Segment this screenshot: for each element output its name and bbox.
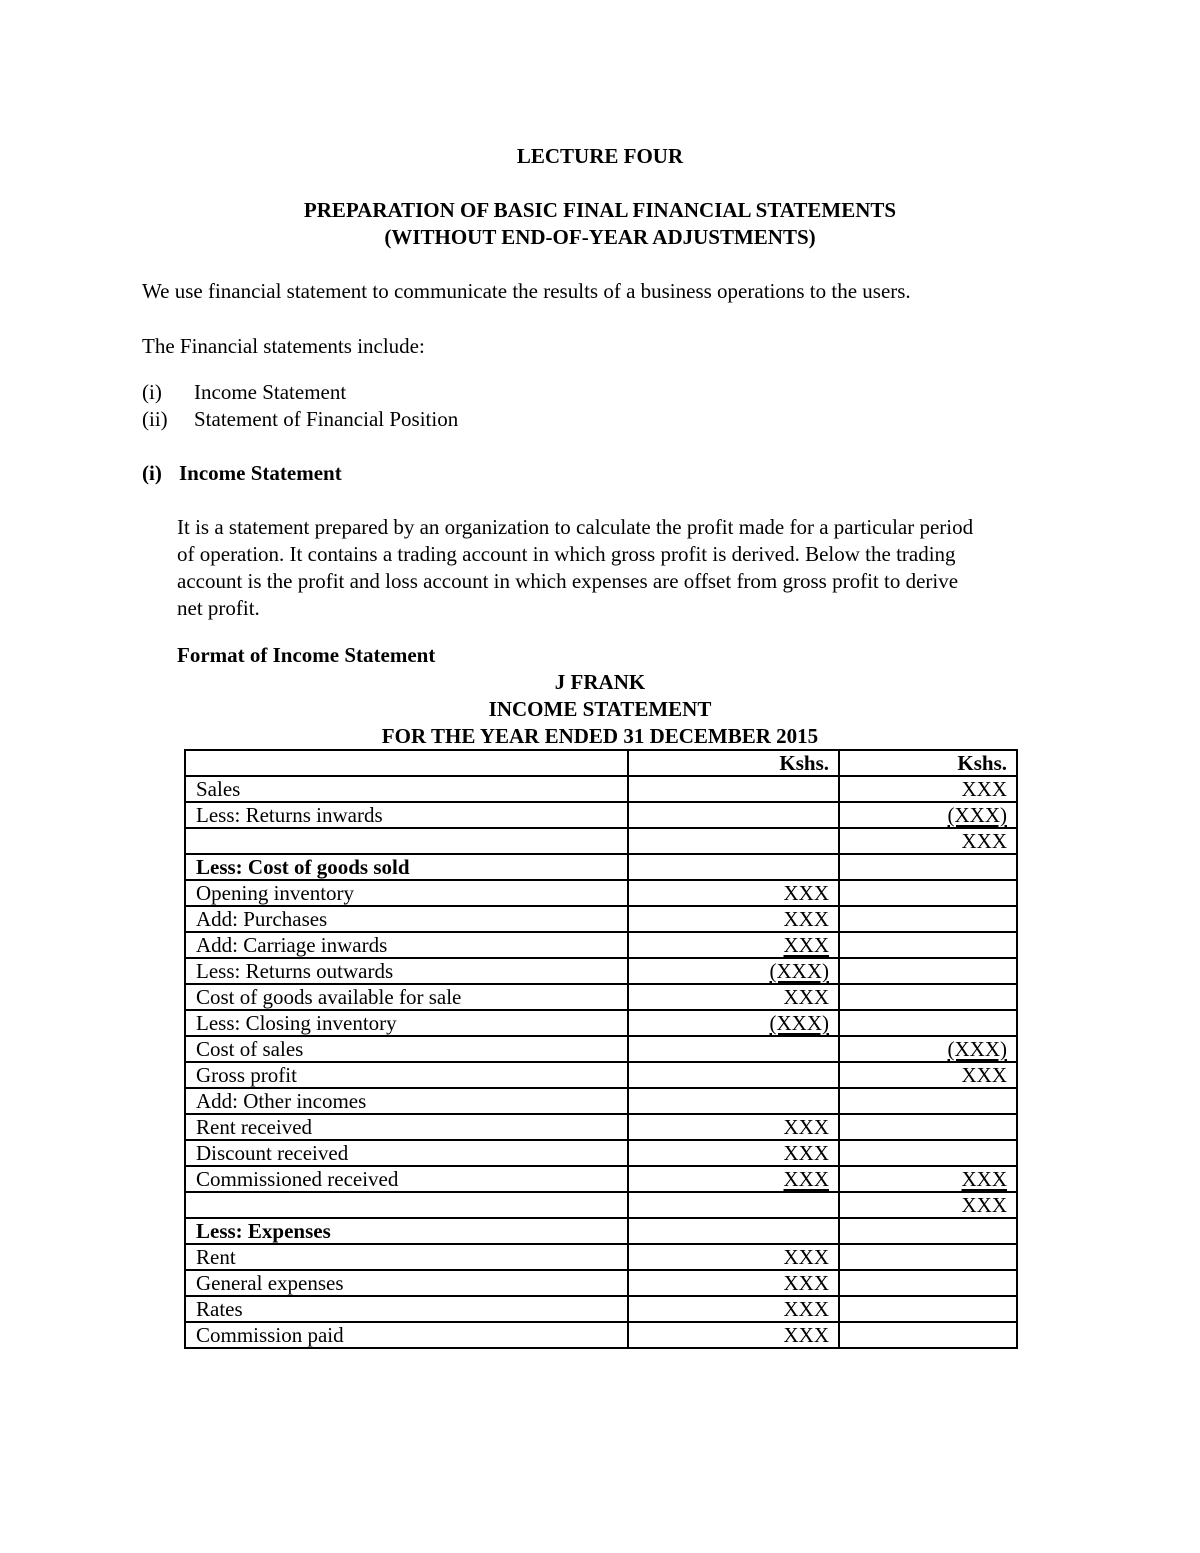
row-amount-col1 — [628, 932, 839, 958]
row-amount-col2 — [839, 958, 1017, 984]
row-amount-col2 — [839, 1218, 1017, 1244]
amount-value: XXX — [783, 907, 829, 931]
amount-value: XXX — [783, 1323, 829, 1347]
row-amount-col1 — [628, 776, 839, 802]
table-row — [185, 1244, 1017, 1270]
section-number: (i) — [142, 461, 162, 485]
statement-entity-name: J FRANK — [554, 670, 646, 694]
row-amount-col2 — [839, 1062, 1017, 1088]
table-row — [185, 1010, 1017, 1036]
row-amount-col1 — [628, 1166, 839, 1192]
row-amount-col2 — [839, 1296, 1017, 1322]
table-row — [185, 1270, 1017, 1296]
table-row — [185, 1218, 1017, 1244]
row-amount-col2 — [839, 1088, 1017, 1114]
amount-value: (XXX) — [769, 1011, 829, 1035]
table-row — [185, 828, 1017, 854]
row-label: Rates — [185, 1296, 628, 1322]
table-row — [185, 1296, 1017, 1322]
row-amount-col1 — [628, 1062, 839, 1088]
table-row — [185, 1192, 1017, 1218]
row-amount-col1 — [628, 1244, 839, 1270]
row-label: Less: Expenses — [185, 1218, 628, 1244]
section-paragraph-line: of operation. It contains a trading account in which gross profit is derived. Below the trading — [177, 542, 956, 566]
row-label: Add: Other incomes — [185, 1088, 628, 1114]
amount-value: XXX — [961, 1193, 1007, 1217]
table-row — [185, 1166, 1017, 1192]
table-row — [185, 802, 1017, 828]
amount-value: XXX — [961, 829, 1007, 853]
row-amount-col2 — [839, 932, 1017, 958]
row-amount-col2 — [839, 776, 1017, 802]
table-row — [185, 932, 1017, 958]
row-amount-col2 — [839, 802, 1017, 828]
main-title-line1: PREPARATION OF BASIC FINAL FINANCIAL STATEMENTS — [303, 198, 897, 222]
row-amount-col1 — [628, 1192, 839, 1218]
header-cell-kshs-2: Kshs. — [839, 750, 1017, 776]
row-amount-col2 — [839, 906, 1017, 932]
row-amount-col2 — [839, 1192, 1017, 1218]
table-row — [185, 776, 1017, 802]
row-label: Add: Carriage inwards — [185, 932, 628, 958]
row-amount-col1 — [628, 1036, 839, 1062]
list-item-text: Statement of Financial Position — [194, 407, 459, 431]
section-heading — [142, 460, 342, 486]
table-row — [185, 880, 1017, 906]
row-label: Opening inventory — [185, 880, 628, 906]
row-label: Rent — [185, 1244, 628, 1270]
row-amount-col1 — [628, 984, 839, 1010]
format-heading: Format of Income Statement — [177, 643, 436, 667]
statement-period: FOR THE YEAR ENDED 31 DECEMBER 2015 — [381, 724, 819, 748]
list-item-text: Income Statement — [194, 380, 347, 404]
table-row — [185, 906, 1017, 932]
amount-value: (XXX) — [947, 803, 1007, 827]
intro-paragraph: We use financial statement to communicate the results of a business operations to the users. — [142, 279, 911, 303]
amount-value: XXX — [783, 1297, 829, 1321]
section-paragraph-line: It is a statement prepared by an organization to calculate the profit made for a particular period — [177, 515, 974, 539]
amount-value: XXX — [783, 1167, 829, 1191]
amount-value: (XXX) — [769, 959, 829, 983]
table-row — [185, 854, 1017, 880]
header-cell-description — [185, 750, 628, 776]
section-paragraph-line: account is the profit and loss account in which expenses are offset from gross profit to derive — [177, 569, 959, 593]
row-amount-col2 — [839, 1244, 1017, 1270]
row-amount-col2 — [839, 854, 1017, 880]
amount-value: XXX — [783, 1271, 829, 1295]
row-amount-col1 — [628, 1218, 839, 1244]
table-row — [185, 958, 1017, 984]
table-row — [185, 1140, 1017, 1166]
row-amount-col1 — [628, 1114, 839, 1140]
table-header-row — [185, 750, 1017, 776]
table-row — [185, 1114, 1017, 1140]
section-paragraph-line: net profit. — [177, 596, 260, 620]
table-row — [185, 984, 1017, 1010]
amount-value: XXX — [783, 933, 829, 957]
row-amount-col2 — [839, 828, 1017, 854]
row-amount-col1 — [628, 1322, 839, 1348]
main-title-line2: (WITHOUT END-OF-YEAR ADJUSTMENTS) — [384, 225, 816, 249]
row-label — [185, 828, 628, 854]
row-label: Add: Purchases — [185, 906, 628, 932]
amount-value: (XXX) — [947, 1037, 1007, 1061]
list-item — [142, 379, 346, 405]
row-label — [185, 1192, 628, 1218]
amount-value: XXX — [783, 881, 829, 905]
income-statement-table — [184, 749, 1018, 1349]
row-label: Commissioned received — [185, 1166, 628, 1192]
row-label: Less: Closing inventory — [185, 1010, 628, 1036]
section-title: Income Statement — [179, 461, 342, 485]
row-label: Discount received — [185, 1140, 628, 1166]
row-amount-col2 — [839, 1322, 1017, 1348]
row-label: Less: Returns inwards — [185, 802, 628, 828]
amount-value: XXX — [783, 1245, 829, 1269]
row-amount-col1 — [628, 802, 839, 828]
row-amount-col2 — [839, 1036, 1017, 1062]
row-amount-col2 — [839, 1166, 1017, 1192]
row-label: Rent received — [185, 1114, 628, 1140]
row-amount-col1 — [628, 958, 839, 984]
row-amount-col1 — [628, 906, 839, 932]
row-label: Less: Cost of goods sold — [185, 854, 628, 880]
row-amount-col1 — [628, 828, 839, 854]
list-item-number: (ii) — [142, 407, 168, 431]
amount-value: XXX — [783, 1141, 829, 1165]
row-label: Less: Returns outwards — [185, 958, 628, 984]
list-item-number: (i) — [142, 380, 162, 404]
row-label: Gross profit — [185, 1062, 628, 1088]
amount-value: XXX — [961, 1063, 1007, 1087]
list-item — [142, 406, 458, 432]
row-amount-col1 — [628, 1296, 839, 1322]
row-amount-col1 — [628, 880, 839, 906]
row-amount-col1 — [628, 1088, 839, 1114]
row-label: General expenses — [185, 1270, 628, 1296]
row-amount-col2 — [839, 984, 1017, 1010]
amount-value: XXX — [783, 1115, 829, 1139]
row-amount-col2 — [839, 1140, 1017, 1166]
row-label: Sales — [185, 776, 628, 802]
list-intro: The Financial statements include: — [142, 334, 425, 358]
table-row — [185, 1088, 1017, 1114]
row-amount-col2 — [839, 880, 1017, 906]
amount-value: XXX — [783, 985, 829, 1009]
statement-title: INCOME STATEMENT — [488, 697, 712, 721]
row-amount-col1 — [628, 854, 839, 880]
row-amount-col1 — [628, 1010, 839, 1036]
row-amount-col2 — [839, 1114, 1017, 1140]
row-label: Cost of sales — [185, 1036, 628, 1062]
amount-value: XXX — [961, 1167, 1007, 1191]
lecture-title: LECTURE FOUR — [516, 144, 684, 168]
row-label: Commission paid — [185, 1322, 628, 1348]
table-row — [185, 1062, 1017, 1088]
row-amount-col2 — [839, 1270, 1017, 1296]
table-row — [185, 1322, 1017, 1348]
table-row — [185, 1036, 1017, 1062]
row-label: Cost of goods available for sale — [185, 984, 628, 1010]
row-amount-col2 — [839, 1010, 1017, 1036]
header-cell-kshs-1: Kshs. — [628, 750, 839, 776]
row-amount-col1 — [628, 1270, 839, 1296]
income-statement-body — [185, 750, 1017, 1348]
amount-value: XXX — [961, 777, 1007, 801]
row-amount-col1 — [628, 1140, 839, 1166]
